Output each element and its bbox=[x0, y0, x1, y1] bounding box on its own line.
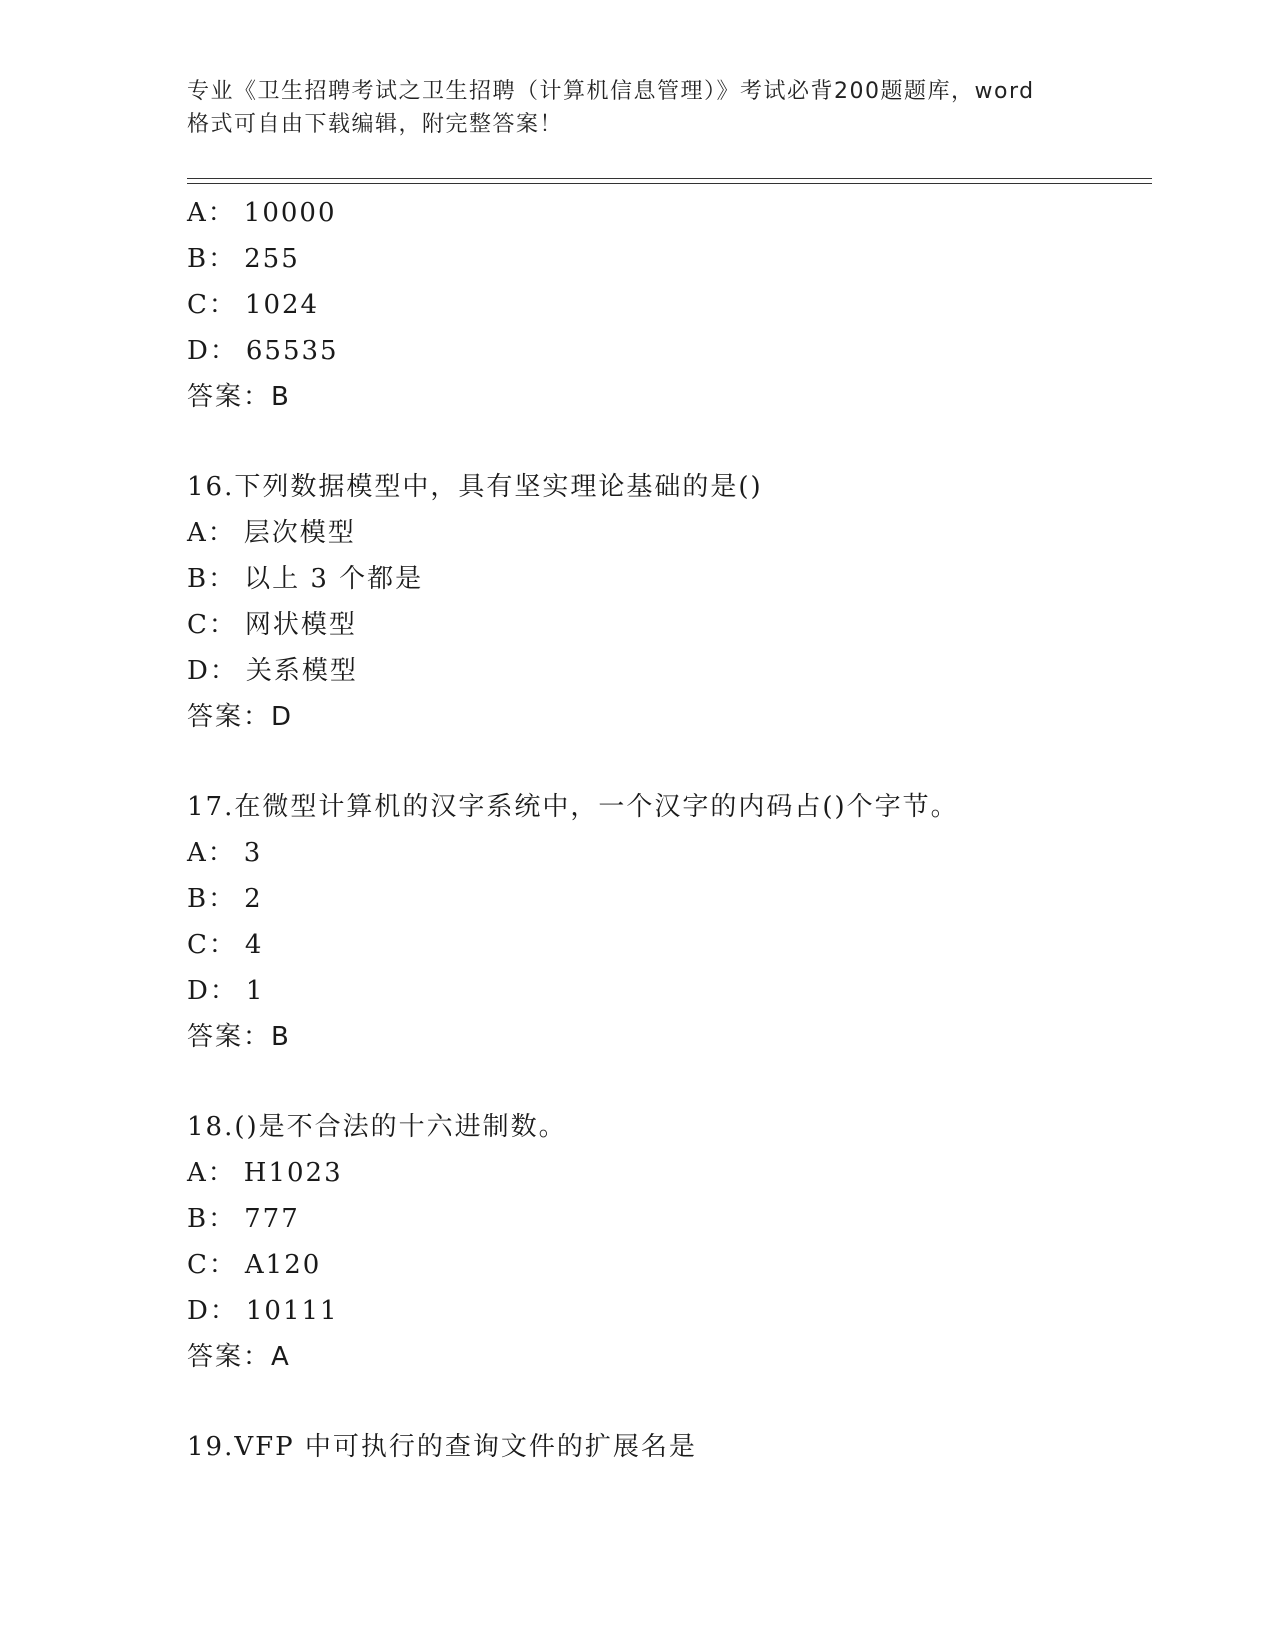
option-letter: C： bbox=[187, 290, 237, 320]
option-text: 层次模型 bbox=[243, 518, 356, 548]
option-text: A120 bbox=[244, 1250, 322, 1280]
question-block-17 bbox=[187, 784, 1152, 1060]
option-letter: B： bbox=[187, 564, 237, 594]
spacer bbox=[187, 740, 1152, 784]
option-text: 关系模型 bbox=[245, 656, 358, 686]
option-row bbox=[187, 968, 1152, 1014]
option-row bbox=[187, 830, 1152, 876]
option-text: 2 bbox=[244, 884, 263, 914]
option-row bbox=[187, 190, 1152, 236]
question-list bbox=[187, 190, 1152, 1470]
option-letter: C： bbox=[187, 930, 237, 960]
option-row bbox=[187, 1242, 1152, 1288]
spacer bbox=[187, 1380, 1152, 1424]
question-text: 17.在微型计算机的汉字系统中，一个汉字的内码占()个字节。 bbox=[187, 792, 959, 822]
option-row bbox=[187, 1196, 1152, 1242]
option-text: 3 bbox=[243, 838, 263, 868]
option-row bbox=[187, 602, 1152, 648]
document-header bbox=[187, 75, 1087, 141]
option-text: 255 bbox=[244, 244, 300, 274]
option-letter: A： bbox=[187, 198, 236, 228]
header-divider-bottom bbox=[187, 183, 1152, 184]
question-text: 18.()是不合法的十六进制数。 bbox=[187, 1112, 567, 1142]
option-row bbox=[187, 1288, 1152, 1334]
option-row bbox=[187, 1150, 1152, 1196]
option-letter: D： bbox=[187, 1296, 238, 1326]
option-letter: B： bbox=[187, 884, 237, 914]
option-text: H1023 bbox=[243, 1158, 343, 1188]
option-row bbox=[187, 922, 1152, 968]
option-row bbox=[187, 876, 1152, 922]
option-letter: C： bbox=[187, 1250, 237, 1280]
answer-line: 答案：B bbox=[187, 382, 291, 412]
option-letter: A： bbox=[187, 838, 236, 868]
option-text: 10111 bbox=[245, 1296, 339, 1326]
option-letter: D： bbox=[187, 336, 238, 366]
option-letter: C： bbox=[187, 610, 237, 640]
header-line-1: 专业《卫生招聘考试之卫生招聘（计算机信息管理）》考试必背200题题库，word bbox=[187, 79, 1035, 104]
option-text: 网状模型 bbox=[244, 610, 357, 640]
option-letter: B： bbox=[187, 1204, 237, 1234]
spacer bbox=[187, 420, 1152, 464]
option-row bbox=[187, 282, 1152, 328]
option-text: 777 bbox=[244, 1204, 300, 1234]
answer-line: 答案：D bbox=[187, 702, 294, 732]
answer-line: 答案：B bbox=[187, 1022, 291, 1052]
option-letter: A： bbox=[187, 1158, 236, 1188]
option-letter: D： bbox=[187, 976, 238, 1006]
option-letter: B： bbox=[187, 244, 237, 274]
question-text: 16.下列数据模型中，具有坚实理论基础的是() bbox=[187, 472, 763, 502]
option-row bbox=[187, 328, 1152, 374]
question-block-15 bbox=[187, 190, 1152, 420]
option-letter: A： bbox=[187, 518, 236, 548]
answer-line: 答案：A bbox=[187, 1342, 291, 1372]
question-block-18 bbox=[187, 1104, 1152, 1380]
option-text: 65535 bbox=[245, 336, 339, 366]
option-row bbox=[187, 236, 1152, 282]
option-text: 1024 bbox=[244, 290, 320, 320]
option-text: 1 bbox=[245, 976, 265, 1006]
option-letter: D： bbox=[187, 656, 238, 686]
option-text: 4 bbox=[244, 930, 264, 960]
question-text: 19.VFP 中可执行的查询文件的扩展名是 bbox=[187, 1432, 697, 1462]
question-block-19 bbox=[187, 1424, 1152, 1470]
question-block-16 bbox=[187, 464, 1152, 740]
option-row bbox=[187, 556, 1152, 602]
option-text: 以上 3 个都是 bbox=[244, 564, 424, 594]
option-text: 10000 bbox=[243, 198, 337, 228]
header-line-2: 格式可自由下载编辑，附完整答案！ bbox=[187, 112, 564, 137]
header-divider-top bbox=[187, 178, 1152, 179]
option-row bbox=[187, 510, 1152, 556]
option-row bbox=[187, 648, 1152, 694]
spacer bbox=[187, 1060, 1152, 1104]
